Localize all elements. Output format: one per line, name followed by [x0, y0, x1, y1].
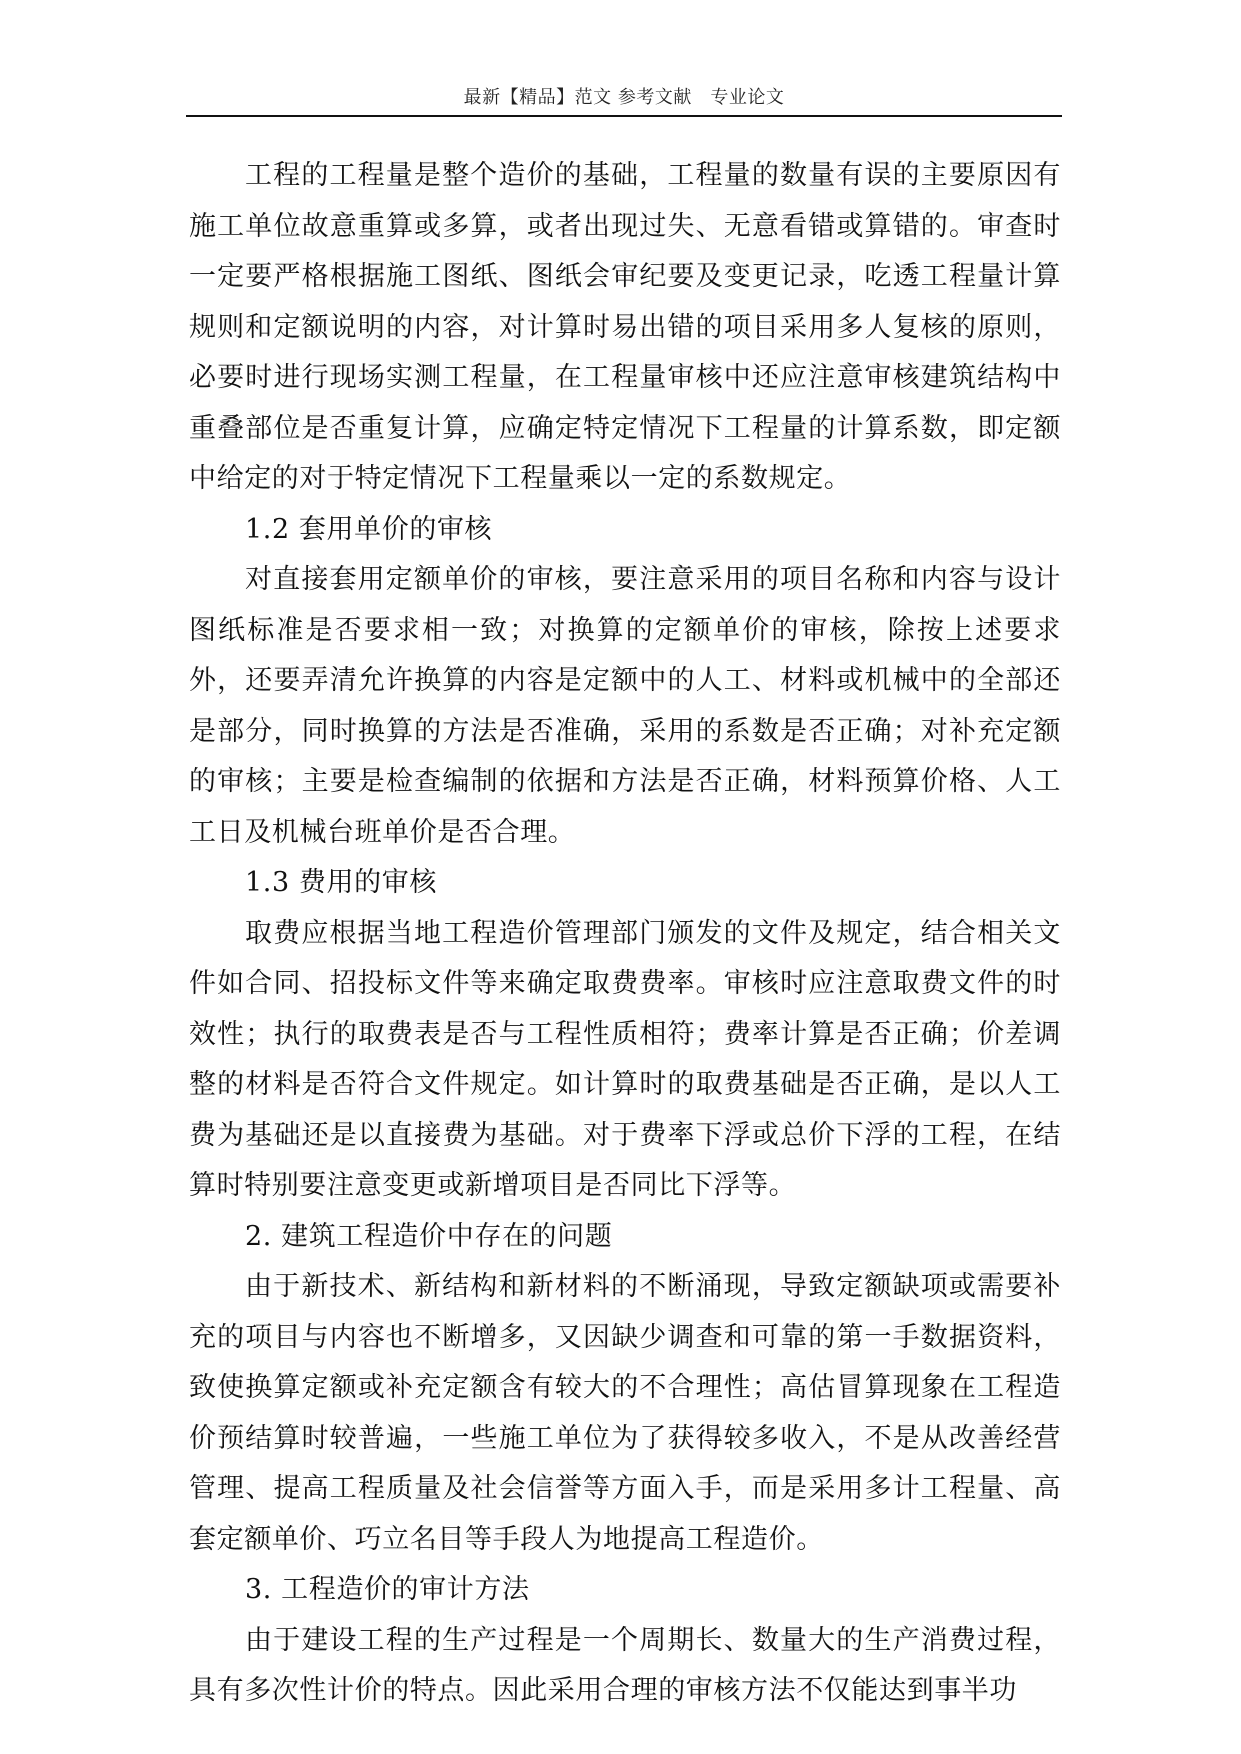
- paragraph-problems: 由于新技术、新结构和新材料的不断涌现，导致定额缺项或需要补充的项目与内容也不断增多，又因缺少调查和可靠的第一手数据资料，致使换算定额或补充定额含有较大的不合理性；高估冒算现象在工程造价预结算时较普遍，一些施工单位为了获得较多收入，不是从改善经营管理、提高工程质量及社会信誉等方面入手，而是采用多计工程量、高套定额单价、巧立名目等手段人为地提高工程造价。: [189, 1271, 1061, 1555]
- paragraph-audit-methods: 由于建设工程的生产过程是一个周期长、数量大的生产消费过程，具有多次性计价的特点。因此采用合理的审核方法不仅能达到事半功: [189, 1624, 1061, 1706]
- page-header: 最新【精品】范文 参考文献 专业论文: [463, 87, 785, 108]
- section-heading-1-2: 1.2 套用单价的审核: [245, 513, 493, 545]
- header-divider: [186, 115, 1062, 117]
- section-heading-1-3: 1.3 费用的审核: [245, 867, 437, 898]
- paragraph-quantity-review: 工程的工程量是整个造价的基础，工程量的数量有误的主要原因有施工单位故意重算或多算，或者出现过失、无意看错或算错的。审查时一定要严格根据施工图纸、图纸会审纪要及变更记录，吃透工程量计算规则和定额说明的内容，对计算时易出错的项目采用多人复核的原则，必要时进行现场实测工程量，在工程量审核中还应注意审核建筑结构中重叠部位是否重复计算，应确定特定情况下工程量的计算系数，即定额中给定的对于特定情况下工程量乘以一定的系数规定。: [189, 160, 1061, 494]
- document-body: [189, 151, 1061, 1717]
- section-heading-3: 3. 工程造价的审计方法: [245, 1574, 530, 1605]
- section-heading-2: 2. 建筑工程造价中存在的问题: [245, 1220, 613, 1252]
- paragraph-unit-price-review: 对直接套用定额单价的审核，要注意采用的项目名称和内容与设计图纸标准是否要求相一致；对换算的定额单价的审核，除按上述要求外，还要弄清允许换算的内容是定额中的人工、材料或机械中的全部还是部分，同时换算的方法是否准确，采用的系数是否正确；对补充定额的审核；主要是检查编制的依据和方法是否正确，材料预算价格、人工工日及机械台班单价是否合理。: [189, 564, 1061, 848]
- paragraph-fee-review: 取费应根据当地工程造价管理部门颁发的文件及规定，结合相关文件如合同、招投标文件等来确定取费费率。审核时应注意取费文件的时效性；执行的取费表是否与工程性质相符；费率计算是否正确；价差调整的材料是否符合文件规定。如计算时的取费基础是否正确，是以人工费为基础还是以直接费为基础。对于费率下浮或总价下浮的工程，在结算时特别要注意变更或新增项目是否同比下浮等。: [189, 917, 1061, 1201]
